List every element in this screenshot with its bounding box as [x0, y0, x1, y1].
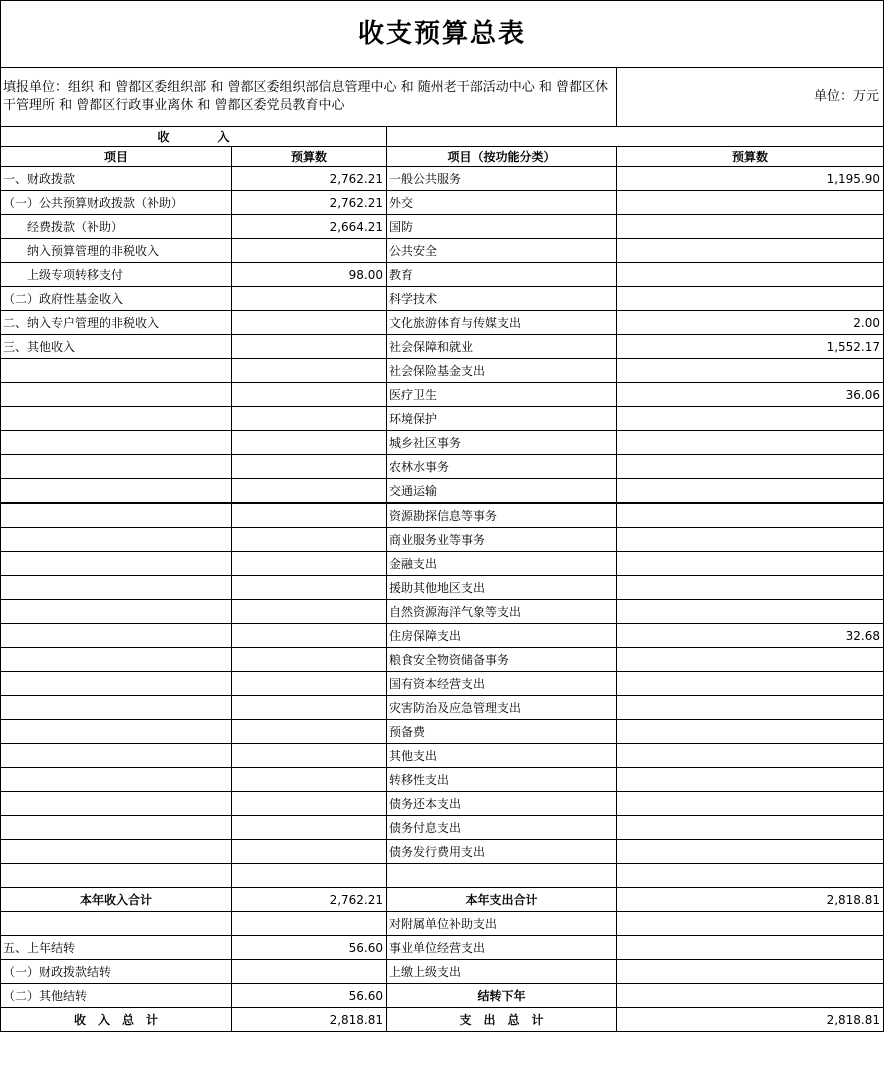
- row-right-item: 金融支出: [387, 552, 617, 576]
- row-left-value: 2,762.21: [232, 167, 387, 191]
- col-header-item-function: 项目（按功能分类）: [387, 147, 617, 167]
- row-right-item: 城乡社区事务: [387, 431, 617, 455]
- table-row: [1, 215, 884, 239]
- row-left-value: [232, 960, 387, 984]
- row-left-value: 2,664.21: [232, 215, 387, 239]
- row-right-value: 32.68: [617, 624, 884, 648]
- row-right-item: 转移性支出: [387, 768, 617, 792]
- row-right-value: [617, 191, 884, 215]
- row-right-item: 资源勘探信息等事务: [387, 503, 617, 528]
- row-right-value: 1,195.90: [617, 167, 884, 191]
- row-left-value: [232, 720, 387, 744]
- table-row: [1, 263, 884, 287]
- row-right-item: 上缴上级支出: [387, 960, 617, 984]
- row-right-value: [617, 239, 884, 263]
- table-row: [1, 960, 884, 984]
- row-right-value: [617, 359, 884, 383]
- table-row: [1, 600, 884, 624]
- table-row: [1, 696, 884, 720]
- row-left-item: 经费拨款（补助）: [1, 215, 232, 239]
- row-left-value: [232, 431, 387, 455]
- row-left-item: [1, 383, 232, 407]
- row-right-value: [617, 431, 884, 455]
- row-right-value: [617, 263, 884, 287]
- row-left-item: [1, 720, 232, 744]
- row-right-item: 粮食安全物资储备事务: [387, 648, 617, 672]
- expense-header-blank: [387, 127, 884, 147]
- row-right-value: [617, 936, 884, 960]
- row-right-item: 交通运输: [387, 479, 617, 504]
- row-left-value: [232, 528, 387, 552]
- row-right-item: 国有资本经营支出: [387, 672, 617, 696]
- row-left-value: [232, 696, 387, 720]
- row-right-value: 36.06: [617, 383, 884, 407]
- table-row: [1, 792, 884, 816]
- row-left-item: （二）政府性基金收入: [1, 287, 232, 311]
- row-right-item: 科学技术: [387, 287, 617, 311]
- carryover-next-year-label: 结转下年: [387, 984, 617, 1008]
- table-row: [1, 624, 884, 648]
- table-row: [1, 672, 884, 696]
- row-left-item: [1, 552, 232, 576]
- table-row: [1, 503, 884, 528]
- row-right-value: [617, 215, 884, 239]
- row-left-item: [1, 503, 232, 528]
- row-left-item: [1, 407, 232, 431]
- table-row: [1, 311, 884, 335]
- row-left-item: [1, 816, 232, 840]
- row-left-item: [1, 840, 232, 864]
- row-right-value: [617, 864, 884, 888]
- table-row: [1, 287, 884, 311]
- row-right-item: 预备费: [387, 720, 617, 744]
- table-row: [1, 239, 884, 263]
- row-right-item: 援助其他地区支出: [387, 576, 617, 600]
- row-right-item: 一般公共服务: [387, 167, 617, 191]
- row-right-value: [617, 552, 884, 576]
- table-row: [1, 840, 884, 864]
- row-left-value: [232, 744, 387, 768]
- row-right-value: [617, 840, 884, 864]
- row-left-value: [232, 576, 387, 600]
- table-row: [1, 816, 884, 840]
- row-left-value: [232, 335, 387, 359]
- row-right-item: 对附属单位补助支出: [387, 912, 617, 936]
- row-left-item: [1, 600, 232, 624]
- row-left-value: [232, 624, 387, 648]
- row-right-value: [617, 912, 884, 936]
- grand-income-total-label: 收 入 总 计: [1, 1008, 232, 1032]
- row-right-item: 商业服务业等事务: [387, 528, 617, 552]
- row-left-value: [232, 503, 387, 528]
- row-left-item: [1, 864, 232, 888]
- table-row: [1, 864, 884, 888]
- row-right-value: [617, 792, 884, 816]
- row-left-item: 上级专项转移支付: [1, 263, 232, 287]
- table-row: [1, 335, 884, 359]
- row-right-value: [617, 768, 884, 792]
- unit-label: 单位：万元: [617, 68, 884, 127]
- row-left-value: [232, 864, 387, 888]
- row-left-item: 三、其他收入: [1, 335, 232, 359]
- col-header-budget: 预算数: [232, 147, 387, 167]
- row-left-value: [232, 287, 387, 311]
- row-right-value: [617, 287, 884, 311]
- row-right-item: [387, 864, 617, 888]
- page-title: 收支预算总表: [1, 1, 884, 68]
- row-left-value: [232, 912, 387, 936]
- row-left-item: [1, 479, 232, 504]
- table-row: [1, 936, 884, 960]
- row-left-value: [232, 239, 387, 263]
- table-row: [1, 912, 884, 936]
- row-right-item: 债务付息支出: [387, 816, 617, 840]
- table-row: [1, 383, 884, 407]
- row-left-value: 56.60: [232, 936, 387, 960]
- table-row: [1, 744, 884, 768]
- row-right-value: [617, 960, 884, 984]
- row-right-value: [617, 696, 884, 720]
- row-right-item: 外交: [387, 191, 617, 215]
- row-right-value: [617, 503, 884, 528]
- year-income-total-label: 本年收入合计: [1, 888, 232, 912]
- row-left-item: [1, 576, 232, 600]
- table-row: [1, 455, 884, 479]
- row-left-item: [1, 359, 232, 383]
- table-row: [1, 167, 884, 191]
- table-row: [1, 479, 884, 504]
- table-row: [1, 528, 884, 552]
- row-left-value: 2,762.21: [232, 191, 387, 215]
- row-right-item: 社会保险基金支出: [387, 359, 617, 383]
- table-row: [1, 407, 884, 431]
- row-left-value: [232, 552, 387, 576]
- row-right-value: [617, 479, 884, 504]
- row-left-item: [1, 455, 232, 479]
- row-right-item: 国防: [387, 215, 617, 239]
- table-row: [1, 576, 884, 600]
- table-row: [1, 191, 884, 215]
- table-row: [1, 431, 884, 455]
- table-row: [1, 359, 884, 383]
- row-left-item: [1, 431, 232, 455]
- row-right-value: [617, 744, 884, 768]
- row-right-item: 公共安全: [387, 239, 617, 263]
- table-row: [1, 552, 884, 576]
- row-right-item: 医疗卫生: [387, 383, 617, 407]
- carryover-next-year-value: [617, 984, 884, 1008]
- row-left-item: [1, 768, 232, 792]
- row-left-value: [232, 816, 387, 840]
- year-income-total-value: 2,762.21: [232, 888, 387, 912]
- row-left-value: [232, 455, 387, 479]
- row-right-value: [617, 816, 884, 840]
- other-carryover-label: （二）其他结转: [1, 984, 232, 1008]
- row-left-item: [1, 912, 232, 936]
- row-left-item: 纳入预算管理的非税收入: [1, 239, 232, 263]
- row-left-item: [1, 672, 232, 696]
- row-left-value: [232, 359, 387, 383]
- row-right-value: [617, 528, 884, 552]
- row-right-item: 教育: [387, 263, 617, 287]
- row-right-value: [617, 672, 884, 696]
- row-left-item: [1, 696, 232, 720]
- row-left-value: [232, 768, 387, 792]
- col-header-item: 项目: [1, 147, 232, 167]
- row-right-item: 农林水事务: [387, 455, 617, 479]
- row-right-item: 文化旅游体育与传媒支出: [387, 311, 617, 335]
- row-left-item: [1, 744, 232, 768]
- row-right-item: 社会保障和就业: [387, 335, 617, 359]
- row-left-item: （一）财政拨款结转: [1, 960, 232, 984]
- row-right-item: 环境保护: [387, 407, 617, 431]
- row-left-value: [232, 407, 387, 431]
- row-left-value: [232, 383, 387, 407]
- income-header: 收 入: [1, 127, 387, 147]
- table-row: [1, 720, 884, 744]
- row-right-item: 债务还本支出: [387, 792, 617, 816]
- row-left-item: 一、财政拨款: [1, 167, 232, 191]
- row-left-value: [232, 600, 387, 624]
- row-left-item: [1, 624, 232, 648]
- row-left-value: [232, 840, 387, 864]
- row-left-item: [1, 648, 232, 672]
- row-right-item: 住房保障支出: [387, 624, 617, 648]
- col-header-budget2: 预算数: [617, 147, 884, 167]
- bottom-rows: [1, 912, 884, 984]
- grand-income-total-value: 2,818.81: [232, 1008, 387, 1032]
- main-rows: [1, 167, 884, 888]
- row-left-value: [232, 648, 387, 672]
- row-left-value: [232, 311, 387, 335]
- filing-units: 填报单位：组织 和 曾都区委组织部 和 曾都区委组织部信息管理中心 和 随州老干部活动中心 和 曾都区休干管理所 和 曾都区行政事业离休 和 曾都区委党员教育中心: [1, 68, 617, 127]
- row-right-value: [617, 407, 884, 431]
- row-right-value: [617, 455, 884, 479]
- row-right-item: 自然资源海洋气象等支出: [387, 600, 617, 624]
- year-expense-total-value: 2,818.81: [617, 888, 884, 912]
- row-left-item: [1, 528, 232, 552]
- other-carryover-value: 56.60: [232, 984, 387, 1008]
- row-right-value: 1,552.17: [617, 335, 884, 359]
- table-row: [1, 768, 884, 792]
- row-left-value: 98.00: [232, 263, 387, 287]
- row-right-value: 2.00: [617, 311, 884, 335]
- row-left-item: （一）公共预算财政拨款（补助）: [1, 191, 232, 215]
- row-right-item: 事业单位经营支出: [387, 936, 617, 960]
- row-left-item: 五、上年结转: [1, 936, 232, 960]
- row-right-value: [617, 600, 884, 624]
- grand-expense-total-value: 2,818.81: [617, 1008, 884, 1032]
- row-right-item: 灾害防治及应急管理支出: [387, 696, 617, 720]
- row-left-item: 二、纳入专户管理的非税收入: [1, 311, 232, 335]
- row-right-value: [617, 648, 884, 672]
- row-left-value: [232, 672, 387, 696]
- table-row: [1, 648, 884, 672]
- row-left-value: [232, 479, 387, 504]
- row-right-value: [617, 720, 884, 744]
- row-right-value: [617, 576, 884, 600]
- year-expense-total-label: 本年支出合计: [387, 888, 617, 912]
- row-right-item: 债务发行费用支出: [387, 840, 617, 864]
- grand-expense-total-label: 支 出 总 计: [387, 1008, 617, 1032]
- row-left-value: [232, 792, 387, 816]
- row-left-item: [1, 792, 232, 816]
- row-right-item: 其他支出: [387, 744, 617, 768]
